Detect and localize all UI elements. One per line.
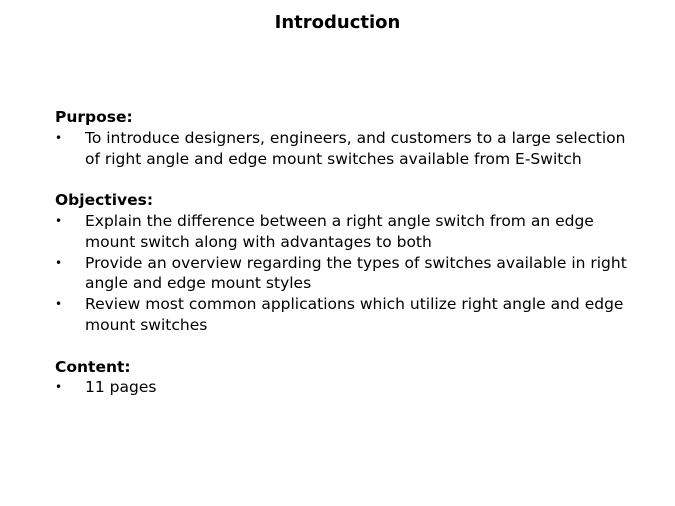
purpose-section <box>55 107 635 169</box>
purpose-list <box>55 128 635 170</box>
list-item <box>55 253 635 295</box>
bullet-icon: • <box>55 130 63 145</box>
list-item <box>55 128 635 170</box>
page-title: Introduction <box>274 12 401 33</box>
bullet-icon: • <box>55 380 63 395</box>
list-item-text: Explain the difference between a right angle switch from an edge mount switch along with advantages to both <box>85 211 594 251</box>
list-item <box>55 211 635 253</box>
objectives-section <box>55 190 635 336</box>
purpose-heading: Purpose: <box>55 108 133 126</box>
objectives-list <box>55 211 635 336</box>
content-section <box>55 357 635 399</box>
slide-body <box>55 107 635 419</box>
list-item <box>55 377 635 398</box>
bullet-icon: • <box>55 255 63 270</box>
bullet-icon: • <box>55 213 63 228</box>
list-item-text: 11 pages <box>85 378 157 397</box>
content-list <box>55 377 635 398</box>
list-item <box>55 294 635 336</box>
list-item-text: To introduce designers, engineers, and customers to a large selection of right angle and edge mount switches available from E-Switch <box>85 128 626 168</box>
list-item-text: Provide an overview regarding the types of switches available in right angle and edge mount styles <box>85 253 627 293</box>
list-item-text: Review most common applications which utilize right angle and edge mount switches <box>85 295 624 334</box>
bullet-icon: • <box>55 297 63 312</box>
objectives-heading: Objectives: <box>55 191 154 210</box>
content-heading: Content: <box>55 357 131 376</box>
